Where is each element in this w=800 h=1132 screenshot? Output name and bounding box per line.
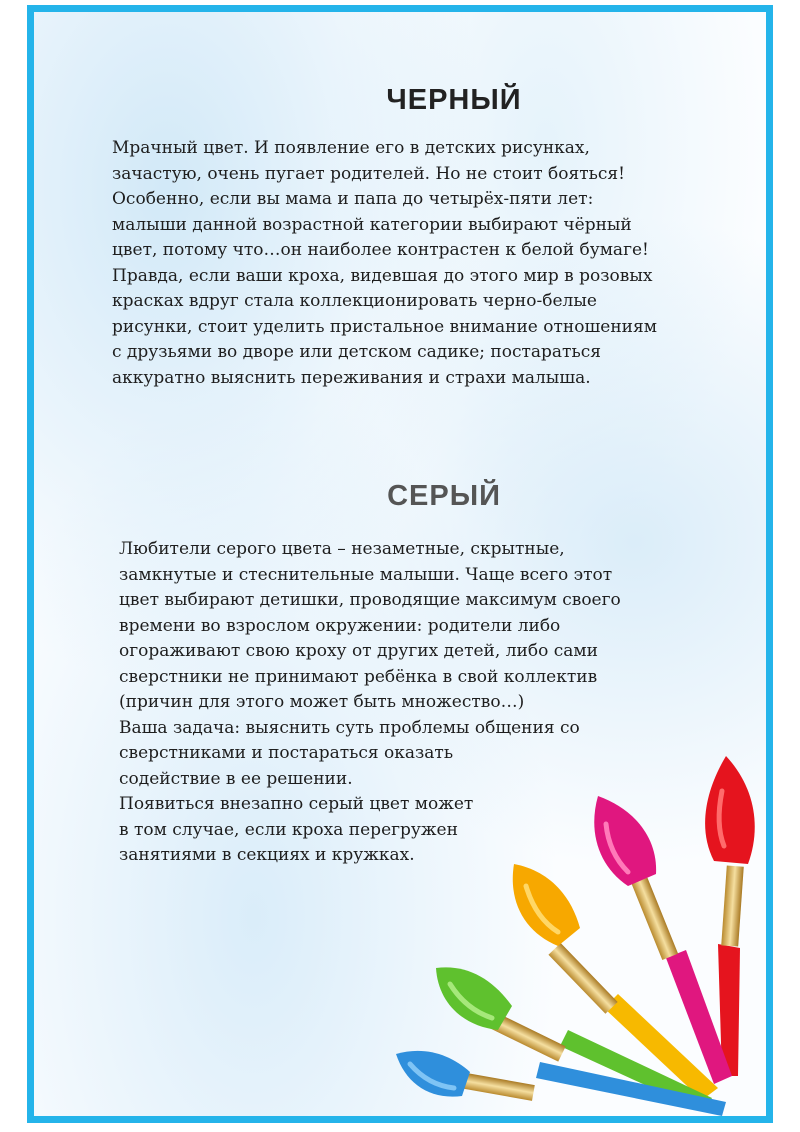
text-line: с друзьями во дворе или детском садике; постараться — [112, 342, 601, 362]
text-line: в том случае, если кроха перегружен — [119, 819, 458, 840]
text-line: Правда, если ваши кроха, видевшая до этого мир в розовых — [112, 265, 653, 286]
text-line: Особенно, если вы мама и папа до четырёх-пяти лет: — [112, 189, 594, 209]
text-line: рисунки, стоит уделить пристальное внимание отношениям — [112, 316, 657, 337]
section-title-black: ЧЕРНЫЙ — [386, 84, 522, 116]
text-line: Ваша задача: выяснить суть проблемы общения со — [119, 717, 580, 738]
text-line: Любители серого цвета – незаметные, скрытные, — [119, 539, 565, 559]
text-line: огораживают свою кроху от других детей, либо сами — [119, 641, 598, 661]
text-line: (причин для этого может быть множество…) — [119, 692, 525, 712]
section-text-black — [112, 136, 657, 391]
text-line: красках вдруг стала коллекционировать черно-белые — [112, 291, 597, 311]
text-line: Мрачный цвет. И появление его в детских рисунках, — [112, 138, 590, 158]
section-title-gray: СЕРЫЙ — [387, 480, 501, 512]
text-line: цвет выбирают детишки, проводящие максимум своего — [119, 590, 621, 610]
document-page — [27, 5, 773, 1123]
text-line: сверстники не принимают ребёнка в свой коллектив — [119, 666, 598, 687]
text-line: времени во взрослом окружении: родители либо — [119, 615, 561, 636]
text-line: содействие в ее решении. — [119, 768, 353, 789]
text-line: сверстниками и постараться оказать — [119, 743, 454, 763]
text-line: цвет, потому что…он наиболее контрастен к белой бумаге! — [112, 240, 649, 260]
text-line: Появиться внезапно серый цвет может — [119, 794, 474, 814]
text-line: малыши данной возрастной категории выбирают чёрный — [112, 214, 632, 235]
section-text-gray — [119, 537, 621, 869]
text-line: занятиями в секциях и кружках. — [119, 845, 415, 865]
text-line: зачастую, очень пугает родителей. Но не стоит бояться! — [112, 163, 625, 184]
text-line: замкнутые и стеснительные малыши. Чаще всего этот — [119, 564, 613, 585]
text-line: аккуратно выяснить переживания и страхи малыша. — [112, 367, 591, 388]
